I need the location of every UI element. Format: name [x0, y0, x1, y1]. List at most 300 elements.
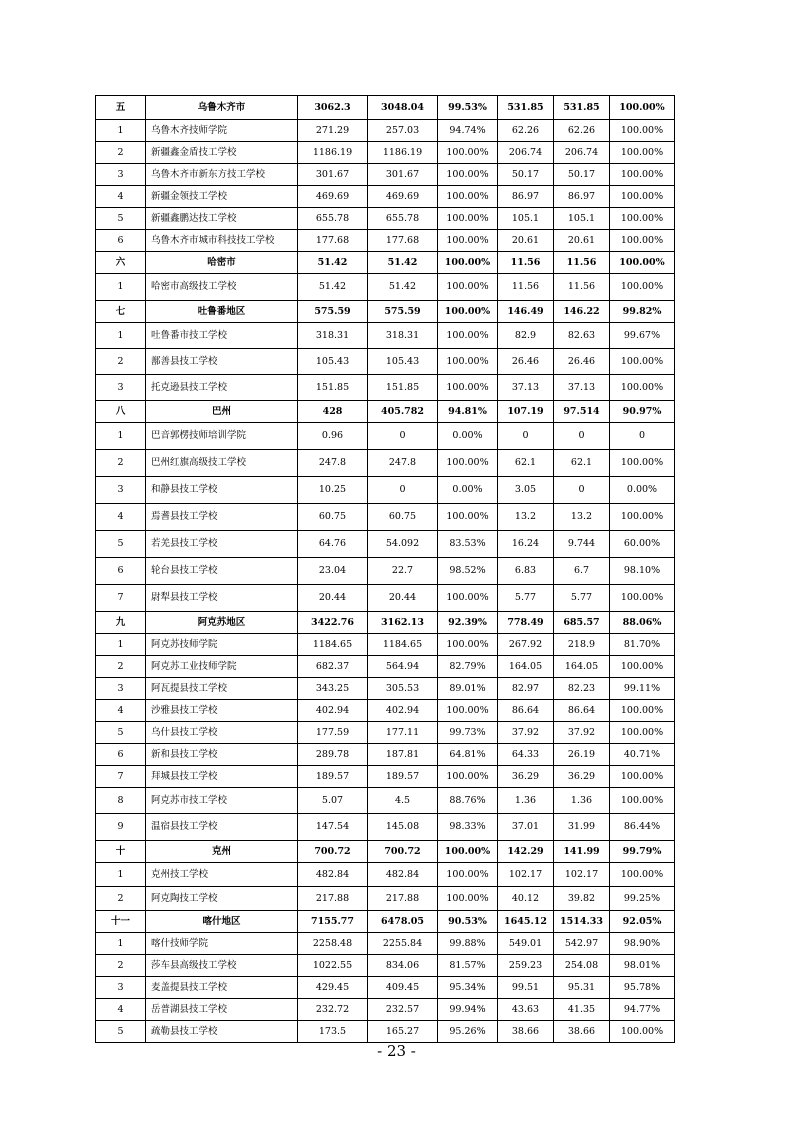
value-c-cell: 37.13 [498, 375, 554, 401]
ratio-b-cell: 100.00% [610, 504, 675, 531]
index-cell: 3 [96, 375, 146, 401]
ratio-b-cell: 40.71% [610, 744, 675, 766]
ratio-b-cell: 100.00% [610, 585, 675, 612]
table-body [96, 96, 675, 1043]
value-a-cell: 60.75 [298, 504, 368, 531]
ratio-b-cell: 100.00% [610, 375, 675, 401]
value-d-cell: 13.2 [554, 504, 610, 531]
name-cell: 乌鲁木齐市城市科技技工学校 [146, 230, 298, 252]
index-cell: 5 [96, 208, 146, 230]
value-d-cell: 218.9 [554, 634, 610, 656]
ratio-a-cell: 99.53% [438, 96, 498, 120]
value-b-cell: 564.94 [368, 656, 438, 678]
value-a-cell: 700.72 [298, 841, 368, 863]
ratio-b-cell: 94.77% [610, 999, 675, 1021]
ratio-a-cell: 94.81% [438, 401, 498, 423]
ratio-b-cell: 100.00% [610, 120, 675, 142]
value-c-cell: 164.05 [498, 656, 554, 678]
table-row [96, 423, 675, 450]
value-d-cell: 62.1 [554, 450, 610, 477]
value-a-cell: 147.54 [298, 814, 368, 841]
value-a-cell: 3422.76 [298, 612, 368, 634]
table-row [96, 955, 675, 977]
ratio-a-cell: 98.33% [438, 814, 498, 841]
index-cell: 3 [96, 678, 146, 700]
ratio-b-cell: 92.05% [610, 911, 675, 933]
table-row [96, 700, 675, 722]
ratio-a-cell: 98.52% [438, 558, 498, 585]
ratio-a-cell: 0.00% [438, 423, 498, 450]
name-cell: 哈密市 [146, 252, 298, 274]
ratio-b-cell: 99.82% [610, 301, 675, 323]
name-cell: 阿瓦提县技工学校 [146, 678, 298, 700]
table-row [96, 186, 675, 208]
index-cell: 5 [96, 722, 146, 744]
ratio-a-cell: 94.74% [438, 120, 498, 142]
index-cell: 1 [96, 423, 146, 450]
ratio-a-cell: 99.94% [438, 999, 498, 1021]
index-cell: 7 [96, 766, 146, 788]
value-a-cell: 64.76 [298, 531, 368, 558]
value-b-cell: 0 [368, 477, 438, 504]
value-c-cell: 102.17 [498, 863, 554, 887]
value-b-cell: 105.43 [368, 349, 438, 375]
table-row [96, 933, 675, 955]
ratio-a-cell: 100.00% [438, 863, 498, 887]
value-d-cell: 38.66 [554, 1021, 610, 1043]
group-row [96, 612, 675, 634]
value-a-cell: 173.5 [298, 1021, 368, 1043]
name-cell: 岳普湖县技工学校 [146, 999, 298, 1021]
name-cell: 疏勒县技工学校 [146, 1021, 298, 1043]
index-cell: 1 [96, 933, 146, 955]
table-row [96, 887, 675, 911]
value-c-cell: 1645.12 [498, 911, 554, 933]
ratio-a-cell: 100.00% [438, 450, 498, 477]
group-row [96, 401, 675, 423]
value-b-cell: 834.06 [368, 955, 438, 977]
value-d-cell: 41.35 [554, 999, 610, 1021]
value-d-cell: 20.61 [554, 230, 610, 252]
table-row [96, 1021, 675, 1043]
index-cell: 7 [96, 585, 146, 612]
ratio-b-cell: 88.06% [610, 612, 675, 634]
data-table [95, 95, 675, 1043]
value-a-cell: 232.72 [298, 999, 368, 1021]
value-d-cell: 97.514 [554, 401, 610, 423]
index-cell: 六 [96, 252, 146, 274]
ratio-b-cell: 100.00% [610, 142, 675, 164]
ratio-a-cell: 99.73% [438, 722, 498, 744]
name-cell: 乌什县技工学校 [146, 722, 298, 744]
value-d-cell: 95.31 [554, 977, 610, 999]
value-c-cell: 259.23 [498, 955, 554, 977]
value-a-cell: 177.68 [298, 230, 368, 252]
ratio-b-cell: 99.67% [610, 323, 675, 349]
value-b-cell: 4.5 [368, 788, 438, 814]
value-b-cell: 0 [368, 423, 438, 450]
value-c-cell: 267.92 [498, 634, 554, 656]
name-cell: 和静县技工学校 [146, 477, 298, 504]
group-row [96, 841, 675, 863]
table-row [96, 558, 675, 585]
ratio-a-cell: 82.79% [438, 656, 498, 678]
value-d-cell: 5.77 [554, 585, 610, 612]
ratio-b-cell: 81.70% [610, 634, 675, 656]
table-row [96, 120, 675, 142]
value-d-cell: 146.22 [554, 301, 610, 323]
value-a-cell: 1186.19 [298, 142, 368, 164]
value-c-cell: 531.85 [498, 96, 554, 120]
value-a-cell: 482.84 [298, 863, 368, 887]
value-c-cell: 99.51 [498, 977, 554, 999]
value-a-cell: 105.43 [298, 349, 368, 375]
value-a-cell: 1022.55 [298, 955, 368, 977]
value-c-cell: 43.63 [498, 999, 554, 1021]
value-d-cell: 141.99 [554, 841, 610, 863]
value-c-cell: 5.77 [498, 585, 554, 612]
value-b-cell: 51.42 [368, 252, 438, 274]
value-a-cell: 247.8 [298, 450, 368, 477]
index-cell: 5 [96, 1021, 146, 1043]
value-d-cell: 6.7 [554, 558, 610, 585]
index-cell: 4 [96, 186, 146, 208]
value-d-cell: 36.29 [554, 766, 610, 788]
name-cell: 阿克苏地区 [146, 612, 298, 634]
value-c-cell: 0 [498, 423, 554, 450]
value-a-cell: 7155.77 [298, 911, 368, 933]
ratio-b-cell: 98.10% [610, 558, 675, 585]
value-d-cell: 0 [554, 477, 610, 504]
value-b-cell: 318.31 [368, 323, 438, 349]
value-b-cell: 3048.04 [368, 96, 438, 120]
value-a-cell: 51.42 [298, 274, 368, 301]
ratio-a-cell: 95.26% [438, 1021, 498, 1043]
value-d-cell: 105.1 [554, 208, 610, 230]
ratio-a-cell: 100.00% [438, 841, 498, 863]
index-cell: 1 [96, 274, 146, 301]
table-row [96, 164, 675, 186]
name-cell: 喀什地区 [146, 911, 298, 933]
value-b-cell: 177.11 [368, 722, 438, 744]
value-d-cell: 11.56 [554, 252, 610, 274]
index-cell: 五 [96, 96, 146, 120]
index-cell: 十一 [96, 911, 146, 933]
ratio-b-cell: 100.00% [610, 252, 675, 274]
name-cell: 焉耆县技工学校 [146, 504, 298, 531]
ratio-b-cell: 100.00% [610, 656, 675, 678]
index-cell: 2 [96, 656, 146, 678]
ratio-a-cell: 100.00% [438, 323, 498, 349]
value-c-cell: 11.56 [498, 252, 554, 274]
group-row [96, 911, 675, 933]
value-b-cell: 6478.05 [368, 911, 438, 933]
value-c-cell: 206.74 [498, 142, 554, 164]
index-cell: 6 [96, 558, 146, 585]
index-cell: 6 [96, 744, 146, 766]
ratio-a-cell: 89.01% [438, 678, 498, 700]
value-a-cell: 655.78 [298, 208, 368, 230]
index-cell: 1 [96, 634, 146, 656]
value-d-cell: 31.99 [554, 814, 610, 841]
name-cell: 克州 [146, 841, 298, 863]
value-a-cell: 301.67 [298, 164, 368, 186]
name-cell: 吐鲁番地区 [146, 301, 298, 323]
value-c-cell: 20.61 [498, 230, 554, 252]
name-cell: 沙雅县技工学校 [146, 700, 298, 722]
ratio-a-cell: 100.00% [438, 504, 498, 531]
value-b-cell: 409.45 [368, 977, 438, 999]
value-b-cell: 145.08 [368, 814, 438, 841]
ratio-b-cell: 100.00% [610, 274, 675, 301]
value-c-cell: 3.05 [498, 477, 554, 504]
ratio-b-cell: 100.00% [610, 722, 675, 744]
value-d-cell: 37.92 [554, 722, 610, 744]
index-cell: 8 [96, 788, 146, 814]
table-row [96, 208, 675, 230]
value-c-cell: 38.66 [498, 1021, 554, 1043]
page-number: - 23 - [377, 1042, 416, 1060]
value-a-cell: 429.45 [298, 977, 368, 999]
name-cell: 吐鲁番市技工学校 [146, 323, 298, 349]
group-row [96, 301, 675, 323]
ratio-a-cell: 81.57% [438, 955, 498, 977]
table-row [96, 504, 675, 531]
value-b-cell: 257.03 [368, 120, 438, 142]
ratio-a-cell: 100.00% [438, 230, 498, 252]
value-c-cell: 6.83 [498, 558, 554, 585]
ratio-b-cell: 100.00% [610, 349, 675, 375]
ratio-a-cell: 95.34% [438, 977, 498, 999]
ratio-a-cell: 0.00% [438, 477, 498, 504]
name-cell: 新疆鑫金盾技工学校 [146, 142, 298, 164]
value-c-cell: 82.97 [498, 678, 554, 700]
index-cell: 5 [96, 531, 146, 558]
index-cell: 八 [96, 401, 146, 423]
value-a-cell: 428 [298, 401, 368, 423]
value-d-cell: 82.63 [554, 323, 610, 349]
index-cell: 4 [96, 504, 146, 531]
value-d-cell: 1.36 [554, 788, 610, 814]
ratio-a-cell: 99.88% [438, 933, 498, 955]
table-row [96, 744, 675, 766]
value-c-cell: 105.1 [498, 208, 554, 230]
table-row [96, 678, 675, 700]
name-cell: 哈密市高级技工学校 [146, 274, 298, 301]
ratio-a-cell: 100.00% [438, 142, 498, 164]
name-cell: 阿克苏工业技师学院 [146, 656, 298, 678]
ratio-a-cell: 90.53% [438, 911, 498, 933]
ratio-b-cell: 100.00% [610, 450, 675, 477]
value-b-cell: 187.81 [368, 744, 438, 766]
value-b-cell: 20.44 [368, 585, 438, 612]
value-a-cell: 1184.65 [298, 634, 368, 656]
ratio-b-cell: 100.00% [610, 230, 675, 252]
table-row [96, 230, 675, 252]
index-cell: 4 [96, 999, 146, 1021]
name-cell: 乌鲁木齐市 [146, 96, 298, 120]
value-d-cell: 102.17 [554, 863, 610, 887]
value-b-cell: 247.8 [368, 450, 438, 477]
value-c-cell: 82.9 [498, 323, 554, 349]
ratio-b-cell: 0 [610, 423, 675, 450]
table-row [96, 375, 675, 401]
value-b-cell: 655.78 [368, 208, 438, 230]
value-d-cell: 542.97 [554, 933, 610, 955]
name-cell: 阿克陶技工学校 [146, 887, 298, 911]
table-row [96, 999, 675, 1021]
value-c-cell: 26.46 [498, 349, 554, 375]
value-b-cell: 22.7 [368, 558, 438, 585]
ratio-b-cell: 100.00% [610, 863, 675, 887]
index-cell: 2 [96, 142, 146, 164]
index-cell: 1 [96, 863, 146, 887]
table-row [96, 531, 675, 558]
name-cell: 乌鲁木齐技师学院 [146, 120, 298, 142]
value-c-cell: 13.2 [498, 504, 554, 531]
value-b-cell: 177.68 [368, 230, 438, 252]
value-a-cell: 2258.48 [298, 933, 368, 955]
ratio-b-cell: 100.00% [610, 1021, 675, 1043]
value-a-cell: 682.37 [298, 656, 368, 678]
value-c-cell: 62.1 [498, 450, 554, 477]
value-c-cell: 16.24 [498, 531, 554, 558]
value-b-cell: 60.75 [368, 504, 438, 531]
name-cell: 巴州 [146, 401, 298, 423]
name-cell: 轮台县技工学校 [146, 558, 298, 585]
ratio-b-cell: 0.00% [610, 477, 675, 504]
ratio-b-cell: 99.25% [610, 887, 675, 911]
name-cell: 尉犁县技工学校 [146, 585, 298, 612]
name-cell: 新疆金领技工学校 [146, 186, 298, 208]
name-cell: 新疆鑫鹏达技工学校 [146, 208, 298, 230]
value-a-cell: 5.07 [298, 788, 368, 814]
index-cell: 3 [96, 477, 146, 504]
index-cell: 4 [96, 700, 146, 722]
ratio-b-cell: 100.00% [610, 208, 675, 230]
value-b-cell: 305.53 [368, 678, 438, 700]
value-d-cell: 26.46 [554, 349, 610, 375]
ratio-a-cell: 100.00% [438, 375, 498, 401]
ratio-a-cell: 100.00% [438, 164, 498, 186]
table-row [96, 450, 675, 477]
value-b-cell: 469.69 [368, 186, 438, 208]
value-a-cell: 0.96 [298, 423, 368, 450]
table-row [96, 349, 675, 375]
index-cell: 九 [96, 612, 146, 634]
ratio-b-cell: 86.44% [610, 814, 675, 841]
ratio-b-cell: 100.00% [610, 96, 675, 120]
value-d-cell: 62.26 [554, 120, 610, 142]
ratio-b-cell: 99.79% [610, 841, 675, 863]
name-cell: 莎车县高级技工学校 [146, 955, 298, 977]
value-c-cell: 142.29 [498, 841, 554, 863]
table-row [96, 722, 675, 744]
index-cell: 七 [96, 301, 146, 323]
name-cell: 克州技工学校 [146, 863, 298, 887]
value-d-cell: 685.57 [554, 612, 610, 634]
value-a-cell: 217.88 [298, 887, 368, 911]
value-c-cell: 37.92 [498, 722, 554, 744]
index-cell: 3 [96, 164, 146, 186]
value-b-cell: 1184.65 [368, 634, 438, 656]
name-cell: 巴州红旗高级技工学校 [146, 450, 298, 477]
ratio-b-cell: 100.00% [610, 766, 675, 788]
value-a-cell: 469.69 [298, 186, 368, 208]
table-row [96, 814, 675, 841]
table-row [96, 585, 675, 612]
ratio-a-cell: 64.81% [438, 744, 498, 766]
value-d-cell: 86.97 [554, 186, 610, 208]
ratio-a-cell: 88.76% [438, 788, 498, 814]
value-d-cell: 39.82 [554, 887, 610, 911]
table-row [96, 788, 675, 814]
index-cell: 9 [96, 814, 146, 841]
value-a-cell: 575.59 [298, 301, 368, 323]
value-b-cell: 232.57 [368, 999, 438, 1021]
ratio-a-cell: 100.00% [438, 700, 498, 722]
value-a-cell: 177.59 [298, 722, 368, 744]
value-d-cell: 50.17 [554, 164, 610, 186]
ratio-a-cell: 100.00% [438, 252, 498, 274]
value-c-cell: 1.36 [498, 788, 554, 814]
ratio-a-cell: 100.00% [438, 208, 498, 230]
ratio-a-cell: 100.00% [438, 186, 498, 208]
ratio-b-cell: 98.90% [610, 933, 675, 955]
value-c-cell: 107.19 [498, 401, 554, 423]
table-row [96, 323, 675, 349]
value-d-cell: 9.744 [554, 531, 610, 558]
value-a-cell: 271.29 [298, 120, 368, 142]
ratio-b-cell: 60.00% [610, 531, 675, 558]
table-row [96, 766, 675, 788]
ratio-a-cell: 100.00% [438, 274, 498, 301]
value-b-cell: 165.27 [368, 1021, 438, 1043]
value-b-cell: 3162.13 [368, 612, 438, 634]
value-a-cell: 402.94 [298, 700, 368, 722]
value-c-cell: 778.49 [498, 612, 554, 634]
name-cell: 拜城县技工学校 [146, 766, 298, 788]
index-cell: 1 [96, 120, 146, 142]
value-b-cell: 54.092 [368, 531, 438, 558]
name-cell: 若羌县技工学校 [146, 531, 298, 558]
value-b-cell: 51.42 [368, 274, 438, 301]
value-c-cell: 37.01 [498, 814, 554, 841]
value-a-cell: 318.31 [298, 323, 368, 349]
table-row [96, 977, 675, 999]
value-a-cell: 51.42 [298, 252, 368, 274]
value-c-cell: 11.56 [498, 274, 554, 301]
value-d-cell: 206.74 [554, 142, 610, 164]
value-b-cell: 575.59 [368, 301, 438, 323]
group-row [96, 96, 675, 120]
index-cell: 2 [96, 450, 146, 477]
name-cell: 阿克苏技师学院 [146, 634, 298, 656]
value-a-cell: 20.44 [298, 585, 368, 612]
value-a-cell: 10.25 [298, 477, 368, 504]
ratio-b-cell: 98.01% [610, 955, 675, 977]
name-cell: 新和县技工学校 [146, 744, 298, 766]
value-d-cell: 37.13 [554, 375, 610, 401]
ratio-a-cell: 100.00% [438, 301, 498, 323]
index-cell: 1 [96, 323, 146, 349]
value-a-cell: 189.57 [298, 766, 368, 788]
ratio-a-cell: 100.00% [438, 766, 498, 788]
value-a-cell: 23.04 [298, 558, 368, 585]
value-d-cell: 86.64 [554, 700, 610, 722]
ratio-a-cell: 100.00% [438, 349, 498, 375]
ratio-b-cell: 95.78% [610, 977, 675, 999]
